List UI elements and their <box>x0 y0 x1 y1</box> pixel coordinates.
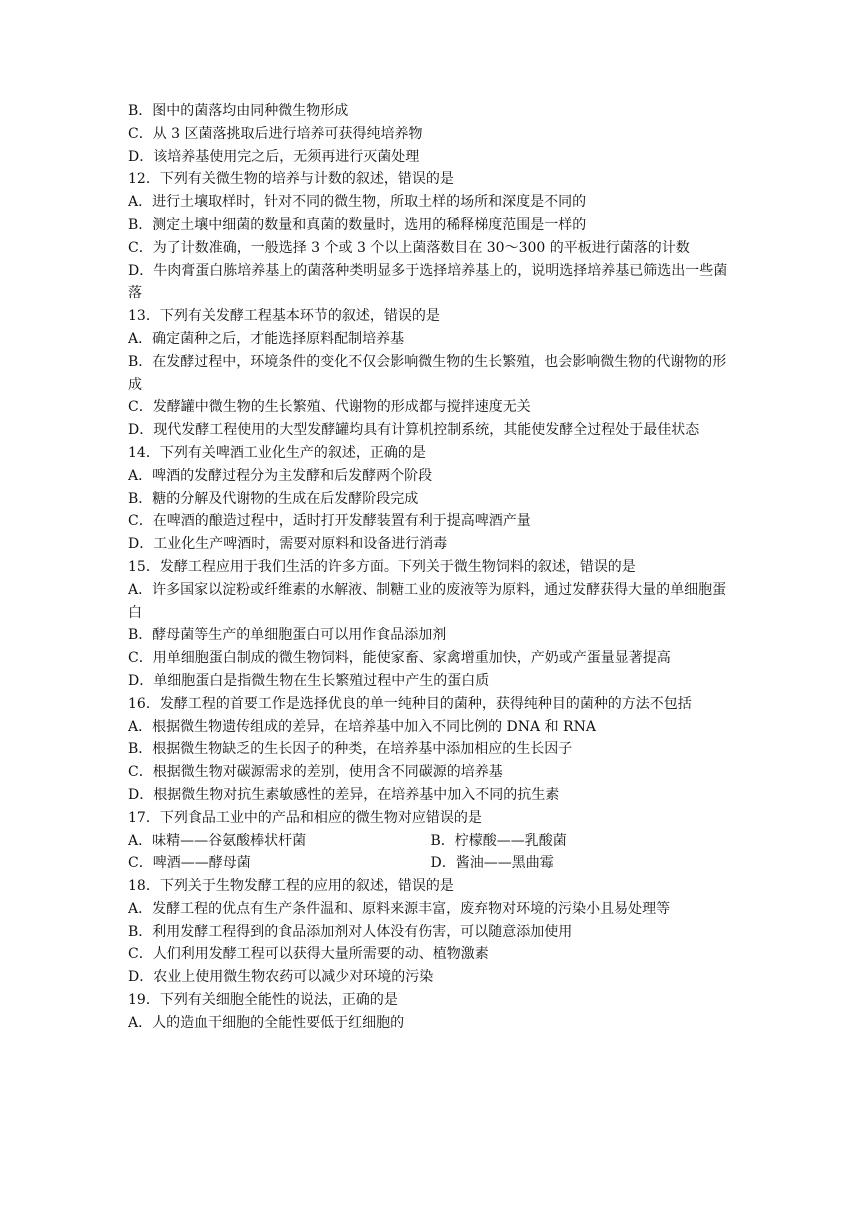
q17-option-a: A．味精——谷氨酸棒状杆菌 <box>128 832 307 849</box>
q18-option-d: D．农业上使用微生物农药可以减少对环境的污染 <box>128 969 434 986</box>
q18-option-b: B．利用发酵工程得到的食品添加剂对人体没有伤害，可以随意添加使用 <box>128 923 573 940</box>
q18-option-c: C．人们利用发酵工程可以获得大量所需要的动、植物激素 <box>128 946 489 963</box>
q12-option-b: B．测定土壤中细菌的数量和真菌的数量时，选用的稀释梯度范围是一样的 <box>128 216 587 233</box>
question-18: 18．下列关于生物发酵工程的应用的叙述，错误的是 <box>128 878 454 895</box>
q17-option-c: C．啤酒——酵母菌 <box>128 855 251 872</box>
q15-option-c: C．用单细胞蛋白制成的微生物饲料，能使家畜、家禽增重加快，产奶或产蛋量显著提高 <box>128 650 671 667</box>
question-14: 14．下列有关啤酒工业化生产的叙述，正确的是 <box>128 444 426 461</box>
q15-option-b: B．酵母菌等生产的单细胞蛋白可以用作食品添加剂 <box>128 627 447 644</box>
question-17: 17．下列食品工业中的产品和相应的微生物对应错误的是 <box>128 809 482 826</box>
q14-option-a: A．啤酒的发酵过程分为主发酵和后发酵两个阶段 <box>128 467 433 484</box>
option-c: C．从 3 区菌落挑取后进行培养可获得纯培养物 <box>128 125 423 142</box>
q13-option-a: A．确定菌种之后，才能选择原料配制培养基 <box>128 330 405 347</box>
q13-option-b: B．在发酵过程中，环境条件的变化不仅会影响微生物的生长繁殖，也会影响微生物的代谢物的形成 <box>128 353 727 393</box>
q13-option-d: D．现代发酵工程使用的大型发酵罐均具有计算机控制系统，其能使发酵全过程处于最佳状态 <box>128 422 700 439</box>
q14-option-b: B．糖的分解及代谢物的生成在后发酵阶段完成 <box>128 490 419 507</box>
q13-option-c: C．发酵罐中微生物的生长繁殖、代谢物的形成都与搅拌速度无关 <box>128 399 531 416</box>
q16-option-b: B．根据微生物缺乏的生长因子的种类，在培养基中添加相应的生长因子 <box>128 741 573 758</box>
q17-option-d: D．酱油——黑曲霉 <box>430 855 554 872</box>
q12-option-c: C．为了计数准确，一般选择 3 个或 3 个以上菌落数目在 30～300 的平板进行菌落的计数 <box>128 239 690 256</box>
q14-option-d: D．工业化生产啤酒时，需要对原料和设备进行消毒 <box>128 536 448 553</box>
q12-option-d: D．牛肉膏蛋白胨培养基上的菌落种类明显多于选择培养基上的，说明选择培养基已筛选出一些菌落 <box>128 262 728 302</box>
question-15: 15．发酵工程应用于我们生活的许多方面。下列关于微生物饲料的叙述，错误的是 <box>128 558 636 575</box>
q18-option-a: A．发酵工程的优点有生产条件温和、原料来源丰富，废弃物对环境的污染小且易处理等 <box>128 900 671 917</box>
option-d: D．该培养基使用完之后，无须再进行灭菌处理 <box>128 148 420 165</box>
q16-option-a: A．根据微生物遗传组成的差异，在培养基中加入不同比例的 DNA 和 RNA <box>128 718 596 735</box>
option-b: B．图中的菌落均由同种微生物形成 <box>128 103 349 119</box>
question-12: 12．下列有关微生物的培养与计数的叙述，错误的是 <box>128 171 454 188</box>
question-text <box>128 100 733 1035</box>
q14-option-c: C．在啤酒的酿造过程中，适时打开发酵装置有利于提高啤酒产量 <box>128 513 531 530</box>
q16-option-c: C．根据微生物对碳源需求的差别，使用含不同碳源的培养基 <box>128 764 503 781</box>
question-19: 19．下列有关细胞全能性的说法，正确的是 <box>128 992 398 1009</box>
q17-options-row-1 <box>128 830 733 853</box>
q17-options-row-2 <box>128 852 733 875</box>
q17-option-b: B．柠檬酸——乳酸菌 <box>430 832 567 849</box>
q16-option-d: D．根据微生物对抗生素敏感性的差异，在培养基中加入不同的抗生素 <box>128 786 560 803</box>
question-16: 16．发酵工程的首要工作是选择优良的单一纯种目的菌种，获得纯种目的菌种的方法不包括 <box>128 695 692 712</box>
q12-option-a: A．进行土壤取样时，针对不同的微生物，所取土样的场所和深度是不同的 <box>128 194 587 211</box>
q19-option-a: A．人的造血干细胞的全能性要低于红细胞的 <box>128 1014 405 1031</box>
question-13: 13．下列有关发酵工程基本环节的叙述，错误的是 <box>128 308 440 325</box>
q15-option-a: A．许多国家以淀粉或纤维素的水解液、制糖工业的废液等为原料，通过发酵获得大量的单细胞蛋白 <box>128 581 727 621</box>
q15-option-d: D．单细胞蛋白是指微生物在生长繁殖过程中产生的蛋白质 <box>128 672 490 689</box>
